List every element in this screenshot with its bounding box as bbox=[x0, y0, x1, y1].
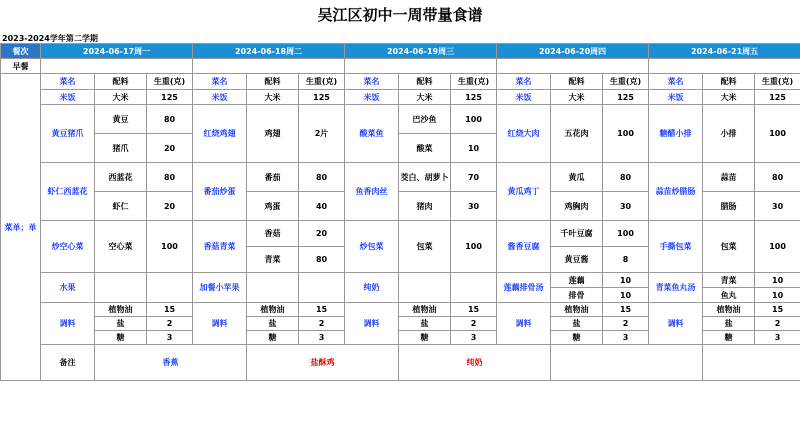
weight: 80 bbox=[299, 163, 345, 192]
dish-name: 红烧鸡翅 bbox=[193, 105, 247, 163]
ingredient: 鱼丸 bbox=[703, 288, 755, 303]
col-weight: 生重(克) bbox=[603, 74, 649, 90]
ingredient: 蒜苗 bbox=[703, 163, 755, 192]
ingredient: 大米 bbox=[247, 90, 299, 105]
weight: 100 bbox=[451, 221, 497, 273]
col-weight: 生重(克) bbox=[147, 74, 193, 90]
ingredient: 盐 bbox=[703, 317, 755, 331]
dish-name: 鱼香肉丝 bbox=[345, 163, 399, 221]
weight: 80 bbox=[755, 163, 800, 192]
ingredient: 千叶豆腐 bbox=[551, 221, 603, 247]
weight: 2 bbox=[299, 317, 345, 331]
note-cell bbox=[551, 345, 703, 381]
weight: 80 bbox=[147, 105, 193, 134]
lunch-label: 菜单；单 bbox=[1, 74, 41, 381]
weight: 30 bbox=[603, 192, 649, 221]
ingredient: 盐 bbox=[95, 317, 147, 331]
weight: 125 bbox=[755, 90, 800, 105]
col-ingredient: 配料 bbox=[703, 74, 755, 90]
weight: 20 bbox=[147, 192, 193, 221]
weight: 3 bbox=[451, 331, 497, 345]
table-row bbox=[1, 273, 800, 288]
note-cell: 香蕉 bbox=[95, 345, 247, 381]
dish-name: 调料 bbox=[345, 303, 399, 345]
weight: 100 bbox=[755, 221, 800, 273]
day-header: 2024-06-21周五 bbox=[649, 44, 800, 59]
dish-name: 调料 bbox=[193, 303, 247, 345]
col-dish: 菜名 bbox=[345, 74, 399, 90]
weight: 2 bbox=[603, 317, 649, 331]
col-dish: 菜名 bbox=[41, 74, 95, 90]
ingredient: 黄瓜 bbox=[551, 163, 603, 192]
ingredient: 酸菜 bbox=[399, 134, 451, 163]
dish-name: 蒜苗炒腊肠 bbox=[649, 163, 703, 221]
weight: 2片 bbox=[299, 105, 345, 163]
weight: 8 bbox=[603, 247, 649, 273]
ingredient: 虾仁 bbox=[95, 192, 147, 221]
ingredient: 鸡翅 bbox=[247, 105, 299, 163]
note-cell: 纯奶 bbox=[399, 345, 551, 381]
ingredient: 盐 bbox=[551, 317, 603, 331]
weight: 125 bbox=[603, 90, 649, 105]
weight: 10 bbox=[755, 273, 800, 288]
breakfast-row bbox=[1, 59, 800, 74]
weight: 30 bbox=[755, 192, 800, 221]
weight: 20 bbox=[147, 134, 193, 163]
weight: 80 bbox=[603, 163, 649, 192]
day-header: 2024-06-20周四 bbox=[497, 44, 649, 59]
weight: 15 bbox=[147, 303, 193, 317]
ingredient: 黄豆 bbox=[95, 105, 147, 134]
dish-name: 调料 bbox=[497, 303, 551, 345]
meal-header: 餐次 bbox=[1, 44, 41, 59]
col-dish: 菜名 bbox=[497, 74, 551, 90]
ingredient: 小排 bbox=[703, 105, 755, 163]
weight: 10 bbox=[603, 288, 649, 303]
col-ingredient: 配料 bbox=[399, 74, 451, 90]
dish-name: 米饭 bbox=[497, 90, 551, 105]
dish-name: 调料 bbox=[649, 303, 703, 345]
weight: 125 bbox=[451, 90, 497, 105]
dish-name: 莲藕排骨汤 bbox=[497, 273, 551, 303]
col-weight: 生重(克) bbox=[299, 74, 345, 90]
weight: 15 bbox=[451, 303, 497, 317]
col-ingredient: 配料 bbox=[95, 74, 147, 90]
weight: 125 bbox=[147, 90, 193, 105]
ingredient: 茭白、胡萝卜 bbox=[399, 163, 451, 192]
weight: 80 bbox=[299, 247, 345, 273]
ingredient: 番茄 bbox=[247, 163, 299, 192]
weight: 100 bbox=[147, 221, 193, 273]
notes-row bbox=[1, 345, 800, 381]
dish-name: 酸菜鱼 bbox=[345, 105, 399, 163]
col-dish: 菜名 bbox=[193, 74, 247, 90]
ingredient: 空心菜 bbox=[95, 221, 147, 273]
column-header-row bbox=[1, 74, 800, 90]
ingredient: 西蓝花 bbox=[95, 163, 147, 192]
ingredient: 香菇 bbox=[247, 221, 299, 247]
ingredient: 青菜 bbox=[247, 247, 299, 273]
menu-table bbox=[0, 43, 800, 381]
weight: 2 bbox=[147, 317, 193, 331]
ingredient: 植物油 bbox=[703, 303, 755, 317]
ingredient: 大米 bbox=[551, 90, 603, 105]
dish-name: 炒空心菜 bbox=[41, 221, 95, 273]
ingredient: 糖 bbox=[95, 331, 147, 345]
weight: 40 bbox=[299, 192, 345, 221]
ingredient: 糖 bbox=[399, 331, 451, 345]
ingredient: 黄豆酱 bbox=[551, 247, 603, 273]
dish-name: 水果 bbox=[41, 273, 95, 303]
col-weight: 生重(克) bbox=[755, 74, 800, 90]
table-row bbox=[1, 303, 800, 317]
weight: 3 bbox=[755, 331, 800, 345]
ingredient: 腊肠 bbox=[703, 192, 755, 221]
weight: 15 bbox=[603, 303, 649, 317]
dish-name: 红烧大肉 bbox=[497, 105, 551, 163]
ingredient: 糖 bbox=[247, 331, 299, 345]
table-row bbox=[1, 105, 800, 134]
page-title: 吴江区初中一周带量食谱 bbox=[317, 6, 483, 24]
weight: 80 bbox=[147, 163, 193, 192]
dish-name: 番茄炒蛋 bbox=[193, 163, 247, 221]
ingredient: 大米 bbox=[95, 90, 147, 105]
ingredient: 排骨 bbox=[551, 288, 603, 303]
weight: 125 bbox=[299, 90, 345, 105]
notes-label: 备注 bbox=[41, 345, 95, 381]
ingredient: 莲藕 bbox=[551, 273, 603, 288]
dish-name: 黄豆猪爪 bbox=[41, 105, 95, 163]
day-header: 2024-06-19周三 bbox=[345, 44, 497, 59]
ingredient: 盐 bbox=[399, 317, 451, 331]
weight: 100 bbox=[755, 105, 800, 163]
ingredient: 植物油 bbox=[247, 303, 299, 317]
dish-name: 手撕包菜 bbox=[649, 221, 703, 273]
dish-name: 加餐小苹果 bbox=[193, 273, 247, 303]
day-header: 2024-06-18周二 bbox=[193, 44, 345, 59]
dish-name: 米饭 bbox=[193, 90, 247, 105]
ingredient: 五花肉 bbox=[551, 105, 603, 163]
weight: 30 bbox=[451, 192, 497, 221]
weight: 10 bbox=[755, 288, 800, 303]
dish-name: 黄瓜鸡丁 bbox=[497, 163, 551, 221]
weight: 15 bbox=[299, 303, 345, 317]
ingredient: 大米 bbox=[703, 90, 755, 105]
ingredient: 糖 bbox=[551, 331, 603, 345]
dish-name: 调料 bbox=[41, 303, 95, 345]
term-label: 2023-2024学年第二学期 bbox=[2, 34, 98, 43]
ingredient: 盐 bbox=[247, 317, 299, 331]
note-cell bbox=[703, 345, 800, 381]
weight: 100 bbox=[603, 221, 649, 247]
ingredient: 猪爪 bbox=[95, 134, 147, 163]
weight: 3 bbox=[147, 331, 193, 345]
ingredient: 植物油 bbox=[399, 303, 451, 317]
dish-name: 虾仁西蓝花 bbox=[41, 163, 95, 221]
ingredient: 鸡胸肉 bbox=[551, 192, 603, 221]
col-weight: 生重(克) bbox=[451, 74, 497, 90]
note-cell: 盐酥鸡 bbox=[247, 345, 399, 381]
weight: 3 bbox=[603, 331, 649, 345]
ingredient: 大米 bbox=[399, 90, 451, 105]
weight: 3 bbox=[299, 331, 345, 345]
col-dish: 菜名 bbox=[649, 74, 703, 90]
breakfast-label: 早餐 bbox=[1, 59, 41, 74]
ingredient: 糖 bbox=[703, 331, 755, 345]
col-ingredient: 配料 bbox=[247, 74, 299, 90]
weight: 10 bbox=[451, 134, 497, 163]
dish-name: 米饭 bbox=[649, 90, 703, 105]
ingredient: 植物油 bbox=[551, 303, 603, 317]
ingredient: 巴沙鱼 bbox=[399, 105, 451, 134]
dish-name: 青菜鱼丸汤 bbox=[649, 273, 703, 303]
dish-name: 纯奶 bbox=[345, 273, 399, 303]
ingredient: 植物油 bbox=[95, 303, 147, 317]
dish-name: 香菇青菜 bbox=[193, 221, 247, 273]
day-header: 2024-06-17周一 bbox=[41, 44, 193, 59]
col-ingredient: 配料 bbox=[551, 74, 603, 90]
ingredient: 青菜 bbox=[703, 273, 755, 288]
dish-name: 糖醋小排 bbox=[649, 105, 703, 163]
dish-name: 米饭 bbox=[41, 90, 95, 105]
weight: 70 bbox=[451, 163, 497, 192]
weight: 20 bbox=[299, 221, 345, 247]
ingredient: 猪肉 bbox=[399, 192, 451, 221]
table-row bbox=[1, 90, 800, 105]
ingredient: 包菜 bbox=[399, 221, 451, 273]
weight: 2 bbox=[755, 317, 800, 331]
ingredient: 鸡蛋 bbox=[247, 192, 299, 221]
weight: 15 bbox=[755, 303, 800, 317]
weight: 100 bbox=[603, 105, 649, 163]
weight: 2 bbox=[451, 317, 497, 331]
day-header-row bbox=[1, 44, 800, 59]
dish-name: 米饭 bbox=[345, 90, 399, 105]
ingredient: 包菜 bbox=[703, 221, 755, 273]
weight: 10 bbox=[603, 273, 649, 288]
dish-name: 炒包菜 bbox=[345, 221, 399, 273]
table-row bbox=[1, 221, 800, 247]
dish-name: 酱香豆腐 bbox=[497, 221, 551, 273]
weight: 100 bbox=[451, 105, 497, 134]
table-row bbox=[1, 163, 800, 192]
